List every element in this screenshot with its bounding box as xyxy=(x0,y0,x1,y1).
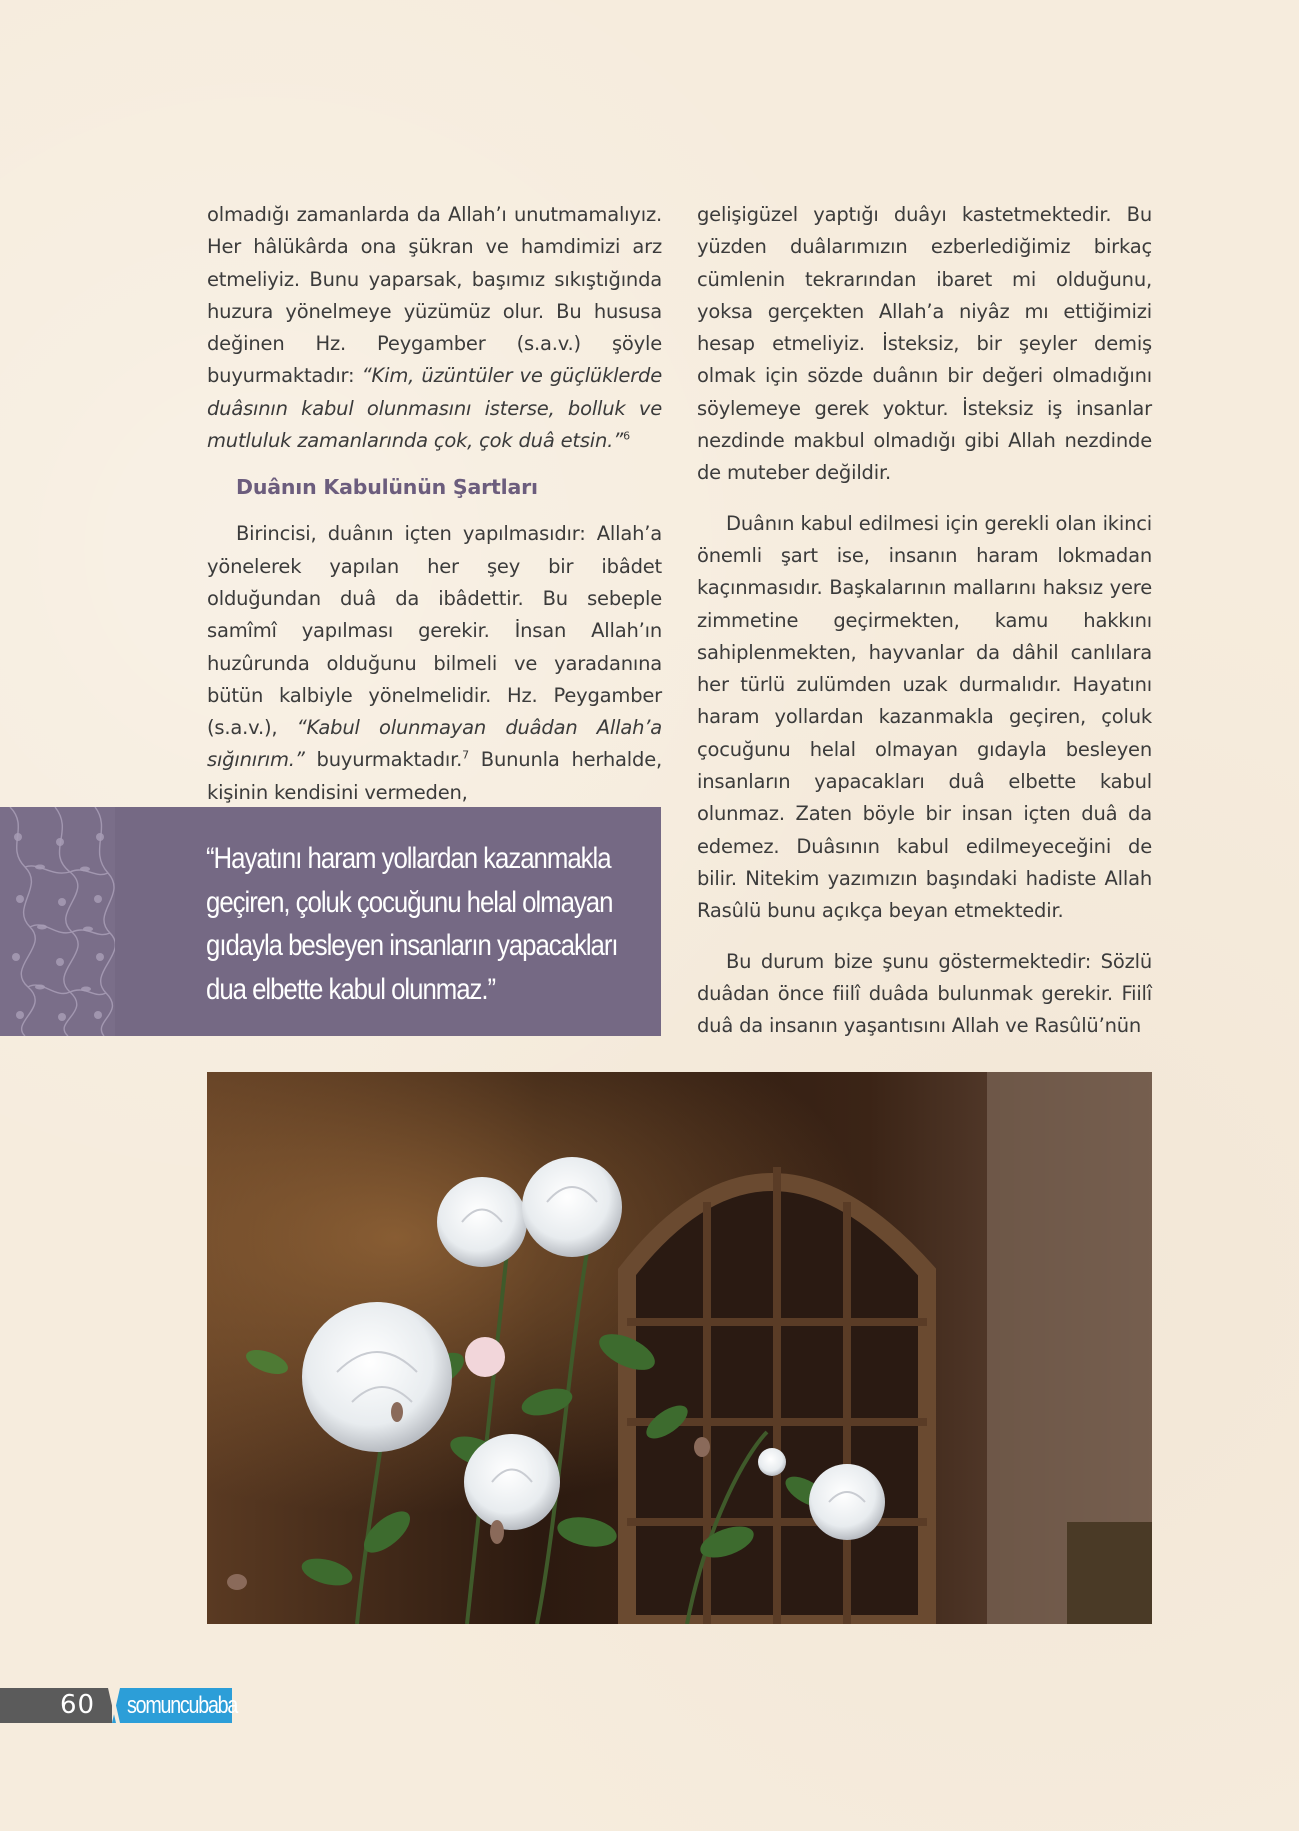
paragraph-text: Birincisi, duânın içten yapılmasıdır: Allah’a yönelerek yapılan her şey bir ibâdet olduğundan duâ da ibâdettir. Bu sebeple samîmî yapılması gerekir. İnsan Allah’ın huzûrunda olduğunu bilmeli ve yaradanına bütün kalbiyle yönelmelidir. Hz. Peygamber (s.a.v.), xyxy=(207,522,662,740)
right-paragraph-1: gelişigüzel yaptığı duâyı kastetmektedir. Bu yüzden duâlarımızın ezberlediğimiz birkaç cümlenin tekrarından ibaret mi olduğunu, yoksa gerçekten Allah’a niyâz mı ettiğimizi hesap etmeliyiz. İsteksiz, bir şeyler demiş olmak için sözde duânın bir değeri olmadığını söylemeye gerek yoktur. İsteksiz iş insanlar nezdinde makbul olmadığı gibi Allah nezdinde de muteber değildir. xyxy=(697,203,1152,485)
paragraph-text: buyurmaktadır. xyxy=(304,748,463,772)
paragraph-text: olmadığı zamanlarda da Allah’ı unutmamalıyız. Her hâlükârda ona şükran ve hamdimizi arz etmeliyiz. Bunu yaparsak, başımız sıkıştığında huzura yönelmeye yüzümüz olur. Bu hususa değinen Hz. Peygamber (s.a.v.) şöyle buyurmaktadır: xyxy=(207,203,662,388)
section-heading: Duânın Kabulünün Şartları xyxy=(236,475,538,500)
pull-quote-box xyxy=(0,807,661,1036)
rose-photo xyxy=(207,1072,1152,1624)
hadith-quote: “Kim, üzüntüler ve güçlüklerde duâsının kabul olunmasını isterse, bolluk ve mutluluk zamanlarında çok, çok duâ etsin.” xyxy=(207,364,662,453)
right-text-column xyxy=(697,199,1152,1042)
footnote-ref: 6 xyxy=(623,429,630,443)
brand-logo-text: somuncubaba xyxy=(127,1692,238,1719)
white-roses-image-icon xyxy=(207,1072,1152,1624)
floral-pattern xyxy=(0,807,115,1036)
page-number: 60 xyxy=(60,1690,96,1720)
left-paragraph-1 xyxy=(207,199,662,457)
right-paragraph-2: Duânın kabul edilmesi için gerekli olan ikinci önemli şart ise, insanın haram lokmadan kaçınmasıdır. Başkalarının mallarını haksız yere zimmetine geçirmekten, kamu hakkını sahiplenmekten, hayvanlar da dâhil canlılara her türlü zulümden uzak durmalıdır. Hayatını haram yollardan kazanmakla geçiren, çoluk çocuğunu helal olmayan gıdayla besleyen insanların yapacakları duâ elbette kabul olunmaz. Zaten böyle bir insan içten duâ da edemez. Duâsının kabul edilmeyeceğini de bilir. Nitekim yazımızın başındaki hadiste Allah Rasûlü bunu açıkça beyan etmektedir. xyxy=(697,511,1152,923)
hadith-quote: “Kabul olunmayan duâdan Allah’a sığınırım.” xyxy=(207,716,663,772)
footnote-ref: 7 xyxy=(462,748,469,762)
left-paragraph-2 xyxy=(207,518,662,809)
pull-quote-text: “Hayatını haram yollardan kazanmakla geçiren, çoluk çocuğunu helal olmayan gıdayla besleyen insanların yapacakları dua elbette kabul olunmaz.” xyxy=(206,842,618,1006)
footer-bar xyxy=(0,1688,112,1723)
floral-ornament-icon xyxy=(0,807,115,1036)
right-paragraph-3: Bu durum bize şunu göstermektedir: Sözlü duâdan önce fiilî duâda bulunmak gerekir. Fiilî duâ da insanın yaşantısını Allah ve Rasûlü’nün xyxy=(697,949,1152,1038)
left-text-column xyxy=(207,199,662,809)
paragraph-text: Bununla herhalde, kişinin kendisini vermeden, xyxy=(207,748,662,804)
